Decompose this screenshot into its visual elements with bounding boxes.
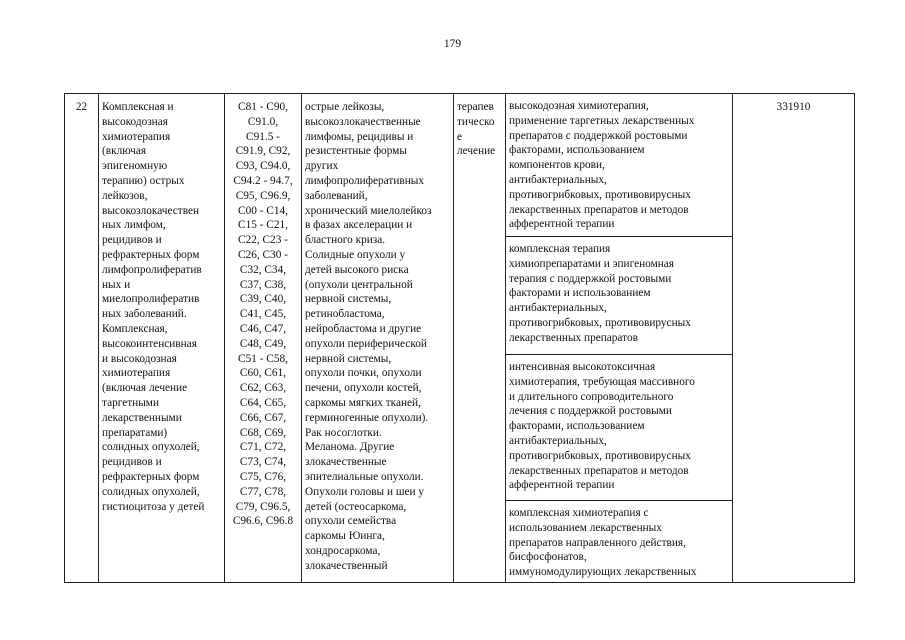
text-line: (включая [102,145,147,158]
page-number: 179 [443,38,462,50]
text-line: бластного криза. [305,234,386,247]
text-line: препаратов с поддержкой ростовыми [509,129,688,142]
text-line: детей (остеосаркома, [305,500,407,513]
text-line: C60, C61, [239,367,287,380]
text-line: Меланома. Другие [305,441,395,454]
text-line: резистентные формы [305,145,407,158]
icd-code-lines [228,100,298,529]
text-line: эпителиальные опухоли. [305,470,424,483]
text-line: опухоли семейства [305,515,397,528]
text-line: C91.5 - [246,130,280,143]
method-cell-4 [506,501,733,583]
text-line: высокозлокачественные [305,115,421,128]
care-name-cell [99,94,225,583]
text-line: тическо [457,115,495,128]
text-line: терапия с поддержкой ростовыми [509,272,672,285]
text-line: C62, C63, [239,382,287,395]
text-line: комплексная химиотерапия с [509,507,649,519]
text-line: в фазах акселерации и [305,219,413,232]
text-line: факторами и использованием [509,287,651,300]
text-line: высокоинтенсивная [102,337,197,350]
text-line: хронический миелолейкоз [305,204,432,217]
text-line: C51 - C58, [238,352,288,365]
text-line: C68, C69, [239,426,287,439]
text-line: бисфосфонатов, [509,551,587,564]
patient-model-cell [302,94,454,583]
text-line: высокозлокачествен [102,204,200,217]
method-lines-4 [509,506,729,580]
text-line: C75, C76, [239,470,287,483]
text-line: саркомы Юинга, [305,530,385,543]
text-line: хондросаркома, [305,544,381,557]
text-line: эпигеномную [102,160,168,173]
text-line: иммуномодулирующих лекарственных [509,566,697,579]
text-line: препаратов направленного действия, [509,536,686,549]
text-line: афферентной терапии [509,479,615,492]
text-line: C73, C74, [239,456,287,469]
text-line: опухоли почки, опухоли [305,367,422,380]
text-line: антибактериальных, [509,434,607,447]
text-line: рефрактерных форм [102,248,200,261]
text-line: рефрактерных форм [102,470,200,483]
text-line: C96.6, C96.8 [232,515,294,528]
text-line: рецидивов и [102,234,162,247]
text-line: C66, C67, [239,411,287,424]
text-line: химиотерапия [102,367,171,380]
text-line: лекарственных препаратов и методов [509,203,689,216]
text-line: и длительного сопроводительного [509,390,674,403]
text-line: комплексная терапия [509,243,611,255]
text-line: C41, C45, [239,308,287,321]
text-line: солидных опухолей, [102,441,200,454]
text-line: факторами, использованием [509,144,645,157]
treatment-type-lines [457,100,502,159]
text-line: Комплексная и [102,101,174,113]
text-line: C91.9, C92, [235,145,291,158]
text-line: C77, C78, [239,485,287,498]
text-line: Солидные опухоли у [305,248,406,261]
text-line: C94.2 - 94.7, [233,174,293,187]
text-line: нервной системы, [305,293,392,306]
text-line: C81 - C90, [238,101,288,113]
text-line: химиотерапия [102,130,171,143]
text-line: C46, C47, [239,322,287,335]
text-line: антибактериальных, [509,173,607,186]
text-line: ных лимфом, [102,219,166,232]
text-line: ных и [102,278,131,291]
medical-care-table [64,93,855,583]
text-line: антибактериальных, [509,302,607,315]
method-cell-2 [506,237,733,355]
text-line: компонентов крови, [509,159,605,172]
text-line: Опухоли головы и шеи у [305,485,425,498]
text-line: солидных опухолей, [102,485,200,498]
text-line: гистиоцитоза у детей [102,500,205,513]
price-cell: 331910 [733,94,855,583]
text-line: высокодозная химиотерапия, [509,100,649,112]
text-line: интенсивная высокотоксичная [509,361,656,373]
text-line: лечения с поддержкой ростовыми [509,405,672,418]
method-lines-3 [509,360,729,493]
method-lines-2 [509,242,729,346]
text-line: химиотерапия, требующая массивного [509,375,695,388]
text-line: лекарственными [102,411,182,424]
text-line: C64, C65, [239,396,287,409]
text-line: C91.0, [247,115,279,128]
text-line: лекарственных препаратов [509,331,638,344]
text-line: C71, C72, [239,441,287,454]
text-line: афферентной терапии [509,218,615,231]
text-line: опухоли периферической [305,337,427,350]
text-line: использованием лекарственных [509,521,662,534]
text-line: противогрибковых, противовирусных [509,449,691,462]
text-line: лимфопролиферативных [305,174,424,187]
text-line: таргетными [102,396,160,409]
method-cell-3 [506,355,733,501]
text-line: печени, опухоли костей, [305,382,422,395]
text-line: применение таргетных лекарственных [509,114,695,127]
text-line: злокачественные [305,456,387,469]
text-line: лимфопролифератив [102,263,202,276]
treatment-type-cell [454,94,506,583]
text-line: и высокодозная [102,352,177,365]
text-line: герминогенные опухоли). [305,411,429,424]
text-line: факторами, использованием [509,420,645,433]
text-line: лейкозов, [102,189,148,202]
text-line: терапию) острых [102,174,185,187]
text-line: саркомы мягких тканей, [305,396,421,409]
text-line: ретинобластома, [305,308,385,321]
text-line: миелопролифератив [102,293,200,306]
text-line: (опухоли центральной [305,278,413,291]
text-line: высокодозная [102,115,168,128]
text-line: Рак носоглотки. [305,426,382,439]
text-line: C22, C23 - [238,234,288,247]
text-line: лимфомы, рецидивы и [305,130,414,143]
text-line: детей высокого риска [305,263,409,276]
text-line: C95, C96.9, [235,189,291,202]
text-line: нейробластома и другие [305,322,422,335]
text-line: C00 - C14, [238,204,288,217]
text-line: (включая лечение [102,382,188,395]
text-line: противогрибковых, противовирусных [509,316,691,329]
text-line: химиопрепаратами и эпигеномная [509,257,674,270]
text-line: лечение [457,145,496,158]
text-line: C26, C30 - [238,248,288,261]
text-line: злокачественный [305,559,388,572]
text-line: C15 - C21, [238,219,288,232]
row-number-cell: 22 [65,94,99,583]
text-line: C37, C38, [239,278,287,291]
text-line: заболеваний, [305,189,368,202]
text-line: лекарственных препаратов и методов [509,464,689,477]
text-line: противогрибковых, противовирусных [509,188,691,201]
text-line: препаратами) [102,426,168,439]
text-line: других [305,160,339,173]
method-lines-1 [509,99,729,232]
text-line: C32, C34, [239,263,287,276]
text-line: терапев [457,101,494,113]
care-name-lines [102,100,221,514]
text-line: нервной системы, [305,352,392,365]
text-line: C79, C96.5, [235,500,291,513]
table-row [65,94,855,237]
method-cell-1 [506,94,733,237]
text-line: е [457,130,463,143]
text-line: рецидивов и [102,456,162,469]
text-line: Комплексная, [102,322,168,335]
icd-codes-cell [225,94,302,583]
patient-model-lines [305,100,450,574]
text-line: острые лейкозы, [305,101,385,113]
text-line: C93, C94.0, [235,160,291,173]
text-line: C48, C49, [239,337,287,350]
text-line: C39, C40, [239,293,287,306]
text-line: ных заболеваний. [102,308,187,321]
